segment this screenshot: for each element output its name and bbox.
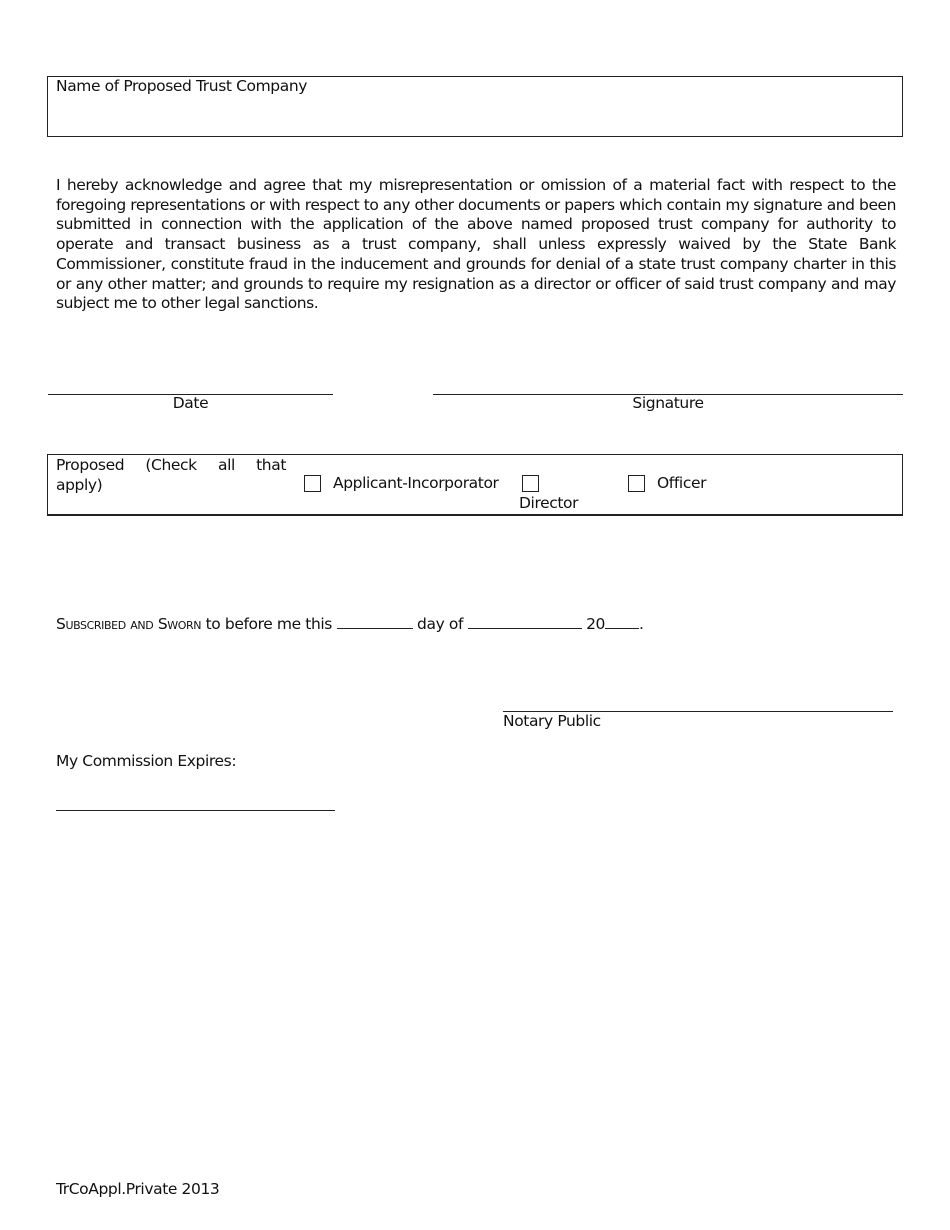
footer-form-id: TrCoAppl.Private 2013 bbox=[56, 1180, 220, 1198]
oath-day-blank[interactable] bbox=[337, 612, 413, 629]
director-label: Director bbox=[519, 494, 579, 512]
officer-checkbox[interactable] bbox=[628, 475, 645, 492]
oath-year-prefix: 20 bbox=[586, 615, 606, 633]
acknowledgement-paragraph: I hereby acknowledge and agree that my misrepresentation or omission of a material fact with respect to the foregoing representations or with respect to any other documents or papers which contain my signature and been submitted in connection with the application of the above named proposed trust company for authority to operate and transact business as a trust company, shall unless expressly waived by the State Bank Commissioner, constitute fraud in the inducement and grounds for denial of a state trust company charter in this or any other matter; and grounds to require my resignation as a director or officer of said trust company and may subject me to other legal sanctions. bbox=[56, 176, 896, 313]
oath-month-blank[interactable] bbox=[468, 612, 582, 629]
oath-day-of: day of bbox=[417, 615, 464, 633]
oath-end: . bbox=[639, 615, 644, 633]
applicant-incorporator-checkbox[interactable] bbox=[304, 475, 321, 492]
oath-to-before: to before me this bbox=[205, 615, 332, 633]
trust-company-name-box[interactable] bbox=[47, 76, 903, 137]
oath-line bbox=[56, 612, 644, 633]
proposed-roles-prompt: Proposed (Check all that apply) bbox=[56, 456, 286, 494]
commission-expires-label: My Commission Expires: bbox=[56, 752, 237, 770]
signature-label: Signature bbox=[632, 394, 704, 412]
proposed-roles-box bbox=[47, 454, 903, 516]
applicant-incorporator-label: Applicant-Incorporator bbox=[333, 474, 499, 492]
trust-company-name-label: Name of Proposed Trust Company bbox=[56, 77, 308, 95]
director-checkbox[interactable] bbox=[522, 475, 539, 492]
notary-public-label: Notary Public bbox=[503, 712, 601, 730]
oath-subscribed: Subscribed and Sworn bbox=[56, 615, 202, 633]
commission-expires-line[interactable] bbox=[56, 810, 335, 811]
officer-label: Officer bbox=[657, 474, 707, 492]
oath-year-blank[interactable] bbox=[605, 612, 639, 629]
date-label: Date bbox=[172, 394, 209, 412]
